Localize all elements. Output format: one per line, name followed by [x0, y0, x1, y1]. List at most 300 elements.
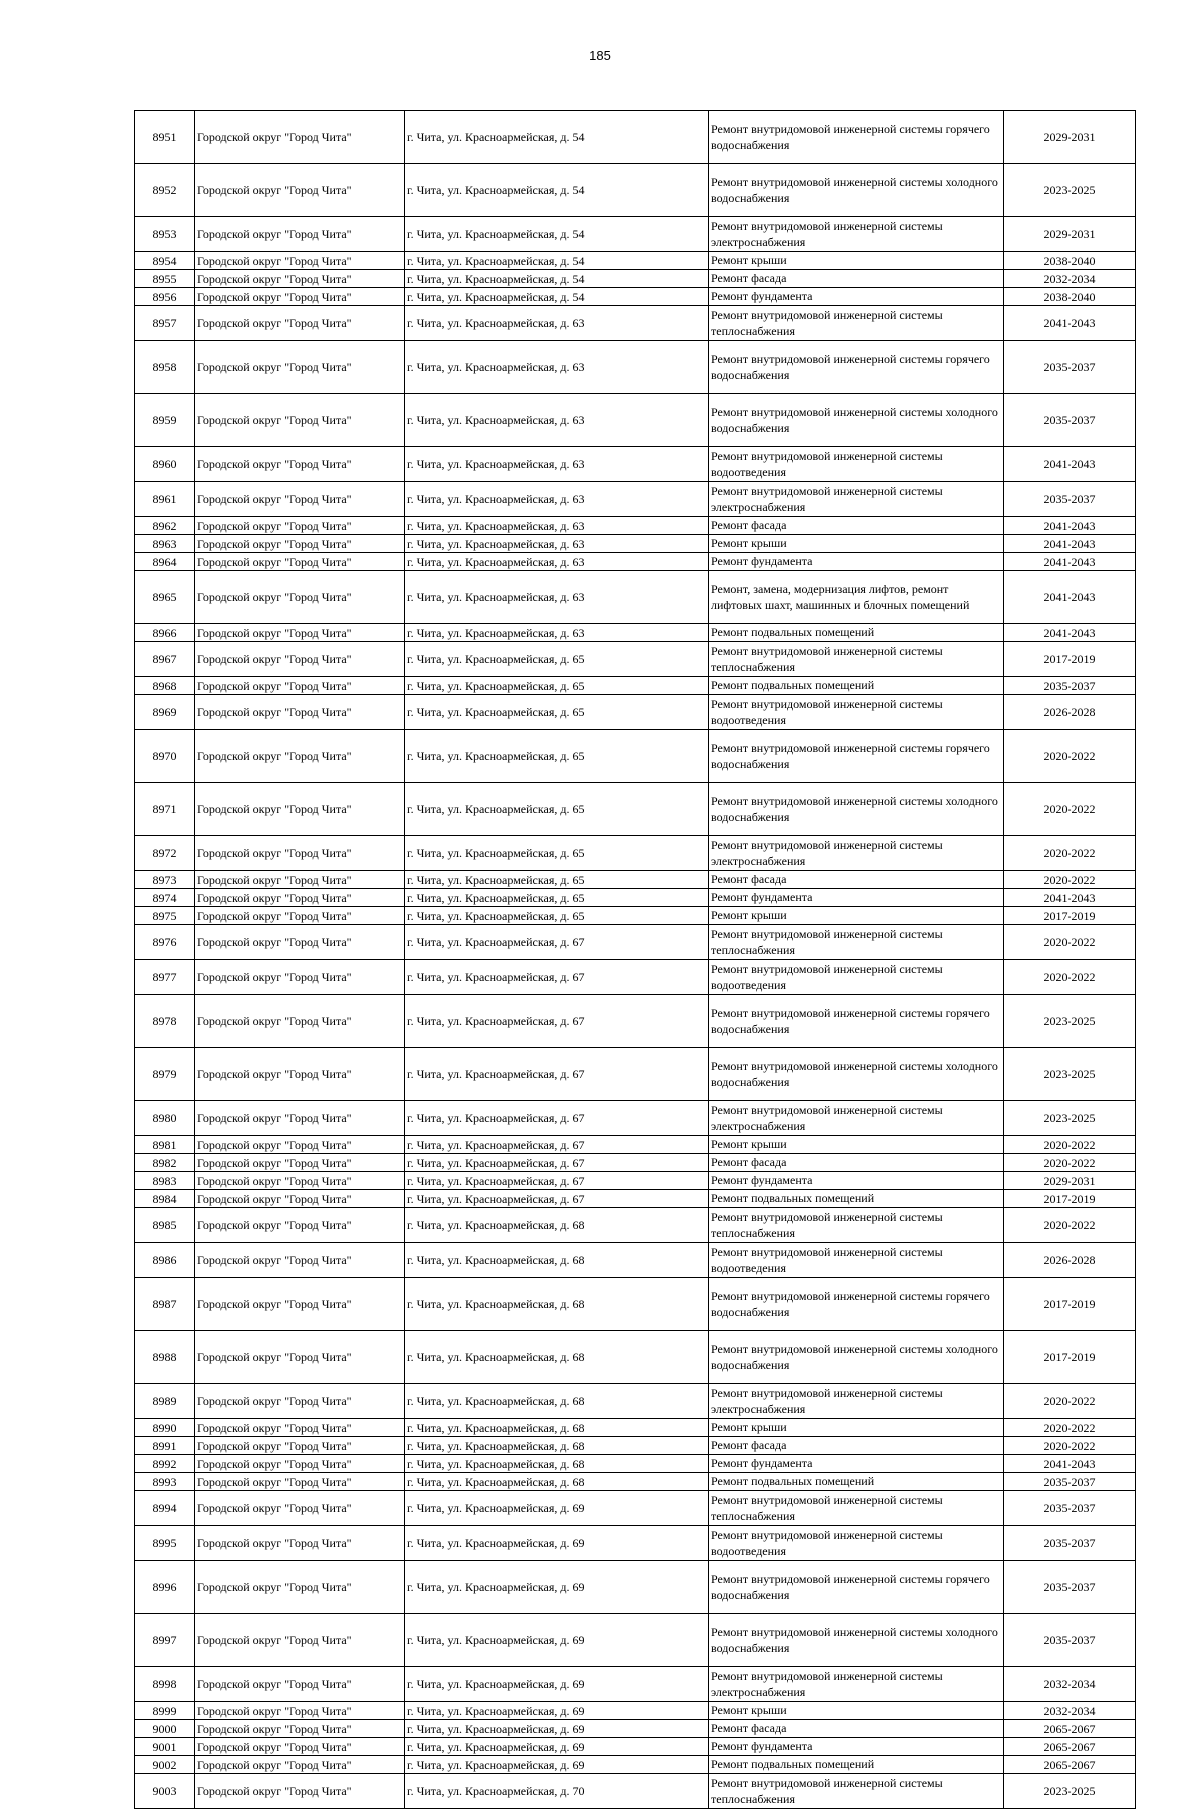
work-type-cell: Ремонт фасада: [709, 517, 1004, 535]
work-type-cell: Ремонт, замена, модернизация лифтов, ремонт лифтовых шахт, машинных и блочных помещений: [709, 571, 1004, 624]
row-number-cell: 8995: [135, 1526, 195, 1561]
table-body: [135, 111, 1136, 1809]
table-row: [135, 306, 1136, 341]
work-type-cell: Ремонт фундамента: [709, 1172, 1004, 1190]
municipality-cell: Городской округ "Город Чита": [195, 730, 405, 783]
address-cell: г. Чита, ул. Красноармейская, д. 69: [405, 1738, 709, 1756]
row-number-cell: 9003: [135, 1774, 195, 1809]
work-type-cell: Ремонт внутридомовой инженерной системы горячего водоснабжения: [709, 730, 1004, 783]
work-type-cell: Ремонт фасада: [709, 1437, 1004, 1455]
table-row: [135, 1702, 1136, 1720]
row-number-cell: 8978: [135, 995, 195, 1048]
work-type-cell: Ремонт внутридомовой инженерной системы холодного водоснабжения: [709, 783, 1004, 836]
row-number-cell: 8955: [135, 270, 195, 288]
work-type-cell: Ремонт внутридомовой инженерной системы холодного водоснабжения: [709, 394, 1004, 447]
period-cell: 2032-2034: [1004, 1702, 1136, 1720]
table-row: [135, 535, 1136, 553]
address-cell: г. Чита, ул. Красноармейская, д. 65: [405, 907, 709, 925]
table-row: [135, 1561, 1136, 1614]
municipality-cell: Городской округ "Город Чита": [195, 535, 405, 553]
table-row: [135, 1738, 1136, 1756]
row-number-cell: 8966: [135, 624, 195, 642]
municipality-cell: Городской округ "Город Чита": [195, 517, 405, 535]
period-cell: 2026-2028: [1004, 1243, 1136, 1278]
period-cell: 2017-2019: [1004, 1190, 1136, 1208]
work-type-cell: Ремонт внутридомовой инженерной системы холодного водоснабжения: [709, 1048, 1004, 1101]
row-number-cell: 8973: [135, 871, 195, 889]
row-number-cell: 9001: [135, 1738, 195, 1756]
period-cell: 2020-2022: [1004, 1136, 1136, 1154]
address-cell: г. Чита, ул. Красноармейская, д. 68: [405, 1331, 709, 1384]
address-cell: г. Чита, ул. Красноармейская, д. 67: [405, 1154, 709, 1172]
period-cell: 2029-2031: [1004, 111, 1136, 164]
work-type-cell: Ремонт фасада: [709, 1720, 1004, 1738]
address-cell: г. Чита, ул. Красноармейская, д. 69: [405, 1614, 709, 1667]
table-row: [135, 1172, 1136, 1190]
period-cell: 2029-2031: [1004, 1172, 1136, 1190]
row-number-cell: 9000: [135, 1720, 195, 1738]
municipality-cell: Городской округ "Город Чита": [195, 482, 405, 517]
row-number-cell: 8991: [135, 1437, 195, 1455]
work-type-cell: Ремонт внутридомовой инженерной системы электроснабжения: [709, 217, 1004, 252]
table-row: [135, 1419, 1136, 1437]
work-type-cell: Ремонт внутридомовой инженерной системы горячего водоснабжения: [709, 341, 1004, 394]
row-number-cell: 8996: [135, 1561, 195, 1614]
address-cell: г. Чита, ул. Красноармейская, д. 69: [405, 1526, 709, 1561]
table-row: [135, 1208, 1136, 1243]
table-row: [135, 642, 1136, 677]
work-type-cell: Ремонт внутридомовой инженерной системы холодного водоснабжения: [709, 1614, 1004, 1667]
table-row: [135, 270, 1136, 288]
period-cell: 2041-2043: [1004, 1455, 1136, 1473]
work-type-cell: Ремонт фасада: [709, 871, 1004, 889]
period-cell: 2041-2043: [1004, 306, 1136, 341]
work-type-cell: Ремонт крыши: [709, 535, 1004, 553]
period-cell: 2017-2019: [1004, 1278, 1136, 1331]
period-cell: 2035-2037: [1004, 1491, 1136, 1526]
address-cell: г. Чита, ул. Красноармейская, д. 68: [405, 1208, 709, 1243]
period-cell: 2020-2022: [1004, 836, 1136, 871]
table-row: [135, 1136, 1136, 1154]
row-number-cell: 8967: [135, 642, 195, 677]
municipality-cell: Городской округ "Город Чита": [195, 907, 405, 925]
address-cell: г. Чита, ул. Красноармейская, д. 63: [405, 482, 709, 517]
municipality-cell: Городской округ "Город Чита": [195, 252, 405, 270]
municipality-cell: Городской округ "Город Чита": [195, 1473, 405, 1491]
period-cell: 2041-2043: [1004, 447, 1136, 482]
row-number-cell: 8962: [135, 517, 195, 535]
row-number-cell: 8987: [135, 1278, 195, 1331]
row-number-cell: 8992: [135, 1455, 195, 1473]
table-row: [135, 252, 1136, 270]
address-cell: г. Чита, ул. Красноармейская, д. 68: [405, 1473, 709, 1491]
row-number-cell: 8965: [135, 571, 195, 624]
row-number-cell: 9002: [135, 1756, 195, 1774]
address-cell: г. Чита, ул. Красноармейская, д. 67: [405, 1136, 709, 1154]
table-row: [135, 111, 1136, 164]
address-cell: г. Чита, ул. Красноармейская, д. 63: [405, 341, 709, 394]
municipality-cell: Городской округ "Город Чита": [195, 217, 405, 252]
municipality-cell: Городской округ "Город Чита": [195, 1756, 405, 1774]
row-number-cell: 8994: [135, 1491, 195, 1526]
period-cell: 2032-2034: [1004, 1667, 1136, 1702]
address-cell: г. Чита, ул. Красноармейская, д. 65: [405, 677, 709, 695]
municipality-cell: Городской округ "Город Чита": [195, 341, 405, 394]
address-cell: г. Чита, ул. Красноармейская, д. 67: [405, 925, 709, 960]
table-row: [135, 1243, 1136, 1278]
address-cell: г. Чита, ул. Красноармейская, д. 65: [405, 836, 709, 871]
period-cell: 2035-2037: [1004, 1526, 1136, 1561]
work-type-cell: Ремонт внутридомовой инженерной системы теплоснабжения: [709, 925, 1004, 960]
row-number-cell: 8970: [135, 730, 195, 783]
work-type-cell: Ремонт фундамента: [709, 1455, 1004, 1473]
address-cell: г. Чита, ул. Красноармейская, д. 65: [405, 783, 709, 836]
table-row: [135, 925, 1136, 960]
work-type-cell: Ремонт внутридомовой инженерной системы электроснабжения: [709, 1384, 1004, 1419]
row-number-cell: 8985: [135, 1208, 195, 1243]
work-type-cell: Ремонт подвальных помещений: [709, 1190, 1004, 1208]
municipality-cell: Городской округ "Город Чита": [195, 695, 405, 730]
work-type-cell: Ремонт внутридомовой инженерной системы теплоснабжения: [709, 306, 1004, 341]
work-type-cell: Ремонт внутридомовой инженерной системы водоотведения: [709, 447, 1004, 482]
period-cell: 2020-2022: [1004, 783, 1136, 836]
row-number-cell: 8999: [135, 1702, 195, 1720]
period-cell: 2017-2019: [1004, 907, 1136, 925]
work-type-cell: Ремонт подвальных помещений: [709, 677, 1004, 695]
row-number-cell: 8997: [135, 1614, 195, 1667]
work-type-cell: Ремонт крыши: [709, 252, 1004, 270]
address-cell: г. Чита, ул. Красноармейская, д. 67: [405, 1172, 709, 1190]
municipality-cell: Городской округ "Город Чита": [195, 111, 405, 164]
municipality-cell: Городской округ "Город Чита": [195, 995, 405, 1048]
row-number-cell: 8957: [135, 306, 195, 341]
table-row: [135, 871, 1136, 889]
period-cell: 2017-2019: [1004, 642, 1136, 677]
work-type-cell: Ремонт внутридомовой инженерной системы теплоснабжения: [709, 1491, 1004, 1526]
work-type-cell: Ремонт внутридомовой инженерной системы горячего водоснабжения: [709, 111, 1004, 164]
work-type-cell: Ремонт внутридомовой инженерной системы водоотведения: [709, 960, 1004, 995]
work-type-cell: Ремонт внутридомовой инженерной системы теплоснабжения: [709, 1208, 1004, 1243]
work-type-cell: Ремонт внутридомовой инженерной системы горячего водоснабжения: [709, 995, 1004, 1048]
municipality-cell: Городской округ "Город Чита": [195, 1667, 405, 1702]
period-cell: 2035-2037: [1004, 1561, 1136, 1614]
municipality-cell: Городской округ "Город Чита": [195, 288, 405, 306]
address-cell: г. Чита, ул. Красноармейская, д. 69: [405, 1491, 709, 1526]
municipality-cell: Городской округ "Город Чита": [195, 1278, 405, 1331]
municipality-cell: Городской округ "Город Чита": [195, 1172, 405, 1190]
row-number-cell: 8968: [135, 677, 195, 695]
table-row: [135, 1190, 1136, 1208]
municipality-cell: Городской округ "Город Чита": [195, 1561, 405, 1614]
table-row: [135, 553, 1136, 571]
period-cell: 2065-2067: [1004, 1738, 1136, 1756]
period-cell: 2035-2037: [1004, 677, 1136, 695]
table-row: [135, 907, 1136, 925]
work-type-cell: Ремонт подвальных помещений: [709, 1473, 1004, 1491]
municipality-cell: Городской округ "Город Чита": [195, 1384, 405, 1419]
work-type-cell: Ремонт внутридомовой инженерной системы водоотведения: [709, 695, 1004, 730]
period-cell: 2020-2022: [1004, 1437, 1136, 1455]
row-number-cell: 8974: [135, 889, 195, 907]
work-type-cell: Ремонт внутридомовой инженерной системы электроснабжения: [709, 1667, 1004, 1702]
address-cell: г. Чита, ул. Красноармейская, д. 63: [405, 571, 709, 624]
work-type-cell: Ремонт фасада: [709, 1154, 1004, 1172]
row-number-cell: 8975: [135, 907, 195, 925]
municipality-cell: Городской округ "Город Чита": [195, 1526, 405, 1561]
address-cell: г. Чита, ул. Красноармейская, д. 68: [405, 1419, 709, 1437]
table-row: [135, 1614, 1136, 1667]
municipality-cell: Городской округ "Город Чита": [195, 1243, 405, 1278]
period-cell: 2023-2025: [1004, 1101, 1136, 1136]
address-cell: г. Чита, ул. Красноармейская, д. 68: [405, 1384, 709, 1419]
row-number-cell: 8976: [135, 925, 195, 960]
work-type-cell: Ремонт внутридомовой инженерной системы электроснабжения: [709, 1101, 1004, 1136]
table-row: [135, 1331, 1136, 1384]
table-row: [135, 1154, 1136, 1172]
municipality-cell: Городской округ "Город Чита": [195, 1738, 405, 1756]
row-number-cell: 8964: [135, 553, 195, 571]
period-cell: 2023-2025: [1004, 1048, 1136, 1101]
period-cell: 2035-2037: [1004, 341, 1136, 394]
address-cell: г. Чита, ул. Красноармейская, д. 70: [405, 1774, 709, 1809]
table-row: [135, 482, 1136, 517]
work-type-cell: Ремонт фундамента: [709, 553, 1004, 571]
table-row: [135, 1278, 1136, 1331]
address-cell: г. Чита, ул. Красноармейская, д. 54: [405, 270, 709, 288]
row-number-cell: 8959: [135, 394, 195, 447]
work-type-cell: Ремонт фундамента: [709, 1738, 1004, 1756]
period-cell: 2038-2040: [1004, 288, 1136, 306]
table-row: [135, 288, 1136, 306]
work-type-cell: Ремонт внутридомовой инженерной системы водоотведения: [709, 1526, 1004, 1561]
municipality-cell: Городской округ "Город Чита": [195, 553, 405, 571]
period-cell: 2041-2043: [1004, 517, 1136, 535]
row-number-cell: 8981: [135, 1136, 195, 1154]
row-number-cell: 8961: [135, 482, 195, 517]
row-number-cell: 8979: [135, 1048, 195, 1101]
work-type-cell: Ремонт подвальных помещений: [709, 624, 1004, 642]
row-number-cell: 8998: [135, 1667, 195, 1702]
row-number-cell: 8953: [135, 217, 195, 252]
period-cell: 2023-2025: [1004, 995, 1136, 1048]
period-cell: 2035-2037: [1004, 1614, 1136, 1667]
period-cell: 2065-2067: [1004, 1720, 1136, 1738]
table-row: [135, 1455, 1136, 1473]
address-cell: г. Чита, ул. Красноармейская, д. 67: [405, 1190, 709, 1208]
row-number-cell: 8956: [135, 288, 195, 306]
municipality-cell: Городской округ "Город Чита": [195, 624, 405, 642]
period-cell: 2023-2025: [1004, 164, 1136, 217]
municipality-cell: Городской округ "Город Чита": [195, 1190, 405, 1208]
address-cell: г. Чита, ул. Красноармейская, д. 54: [405, 111, 709, 164]
row-number-cell: 8954: [135, 252, 195, 270]
address-cell: г. Чита, ул. Красноармейская, д. 63: [405, 553, 709, 571]
municipality-cell: Городской округ "Город Чита": [195, 1455, 405, 1473]
work-type-cell: Ремонт внутридомовой инженерной системы холодного водоснабжения: [709, 1331, 1004, 1384]
municipality-cell: Городской округ "Город Чита": [195, 306, 405, 341]
table-row: [135, 836, 1136, 871]
address-cell: г. Чита, ул. Красноармейская, д. 65: [405, 730, 709, 783]
work-type-cell: Ремонт внутридомовой инженерной системы электроснабжения: [709, 482, 1004, 517]
table-row: [135, 1101, 1136, 1136]
work-type-cell: Ремонт крыши: [709, 907, 1004, 925]
work-type-cell: Ремонт фундамента: [709, 288, 1004, 306]
municipality-cell: Городской округ "Город Чита": [195, 1208, 405, 1243]
municipality-cell: Городской округ "Город Чита": [195, 1614, 405, 1667]
address-cell: г. Чита, ул. Красноармейская, д. 68: [405, 1455, 709, 1473]
municipality-cell: Городской округ "Город Чита": [195, 1154, 405, 1172]
row-number-cell: 8983: [135, 1172, 195, 1190]
row-number-cell: 8990: [135, 1419, 195, 1437]
table-row: [135, 217, 1136, 252]
period-cell: 2035-2037: [1004, 394, 1136, 447]
period-cell: 2065-2067: [1004, 1756, 1136, 1774]
period-cell: 2020-2022: [1004, 730, 1136, 783]
row-number-cell: 8988: [135, 1331, 195, 1384]
address-cell: г. Чита, ул. Красноармейская, д. 63: [405, 394, 709, 447]
municipality-cell: Городской округ "Город Чита": [195, 1331, 405, 1384]
address-cell: г. Чита, ул. Красноармейская, д. 69: [405, 1756, 709, 1774]
row-number-cell: 8984: [135, 1190, 195, 1208]
table-row: [135, 1437, 1136, 1455]
work-type-cell: Ремонт внутридомовой инженерной системы холодного водоснабжения: [709, 164, 1004, 217]
municipality-cell: Городской округ "Город Чита": [195, 270, 405, 288]
address-cell: г. Чита, ул. Красноармейская, д. 65: [405, 889, 709, 907]
table-row: [135, 341, 1136, 394]
municipality-cell: Городской округ "Город Чита": [195, 1437, 405, 1455]
municipality-cell: Городской округ "Город Чита": [195, 1774, 405, 1809]
municipality-cell: Городской округ "Город Чита": [195, 1720, 405, 1738]
table-row: [135, 447, 1136, 482]
row-number-cell: 8951: [135, 111, 195, 164]
address-cell: г. Чита, ул. Красноармейская, д. 65: [405, 695, 709, 730]
table-row: [135, 995, 1136, 1048]
table-row: [135, 517, 1136, 535]
work-type-cell: Ремонт фундамента: [709, 889, 1004, 907]
period-cell: 2026-2028: [1004, 695, 1136, 730]
row-number-cell: 8971: [135, 783, 195, 836]
work-type-cell: Ремонт крыши: [709, 1419, 1004, 1437]
row-number-cell: 8977: [135, 960, 195, 995]
table-row: [135, 1667, 1136, 1702]
work-type-cell: Ремонт внутридомовой инженерной системы теплоснабжения: [709, 642, 1004, 677]
table-row: [135, 1473, 1136, 1491]
table-row: [135, 889, 1136, 907]
municipality-cell: Городской округ "Город Чита": [195, 960, 405, 995]
row-number-cell: 8960: [135, 447, 195, 482]
work-type-cell: Ремонт крыши: [709, 1702, 1004, 1720]
period-cell: 2035-2037: [1004, 1473, 1136, 1491]
table-row: [135, 164, 1136, 217]
row-number-cell: 8980: [135, 1101, 195, 1136]
table-row: [135, 571, 1136, 624]
table-row: [135, 677, 1136, 695]
address-cell: г. Чита, ул. Красноармейская, д. 67: [405, 1048, 709, 1101]
municipality-cell: Городской округ "Город Чита": [195, 1419, 405, 1437]
row-number-cell: 8972: [135, 836, 195, 871]
period-cell: 2041-2043: [1004, 571, 1136, 624]
municipality-cell: Городской округ "Город Чита": [195, 677, 405, 695]
municipality-cell: Городской округ "Город Чита": [195, 889, 405, 907]
page-number: 185: [589, 48, 611, 63]
work-type-cell: Ремонт фасада: [709, 270, 1004, 288]
work-type-cell: Ремонт внутридомовой инженерной системы теплоснабжения: [709, 1774, 1004, 1809]
table-row: [135, 624, 1136, 642]
period-cell: 2020-2022: [1004, 1154, 1136, 1172]
period-cell: 2020-2022: [1004, 1384, 1136, 1419]
address-cell: г. Чита, ул. Красноармейская, д. 65: [405, 871, 709, 889]
row-number-cell: 8963: [135, 535, 195, 553]
row-number-cell: 8969: [135, 695, 195, 730]
row-number-cell: 8958: [135, 341, 195, 394]
table-row: [135, 695, 1136, 730]
address-cell: г. Чита, ул. Красноармейская, д. 67: [405, 960, 709, 995]
table-row: [135, 394, 1136, 447]
row-number-cell: 8993: [135, 1473, 195, 1491]
table-row: [135, 1491, 1136, 1526]
address-cell: г. Чита, ул. Красноармейская, д. 69: [405, 1702, 709, 1720]
municipality-cell: Городской округ "Город Чита": [195, 1136, 405, 1154]
municipality-cell: Городской округ "Город Чита": [195, 783, 405, 836]
table-row: [135, 783, 1136, 836]
row-number-cell: 8952: [135, 164, 195, 217]
address-cell: г. Чита, ул. Красноармейская, д. 68: [405, 1437, 709, 1455]
municipality-cell: Городской округ "Город Чита": [195, 642, 405, 677]
period-cell: 2035-2037: [1004, 482, 1136, 517]
period-cell: 2020-2022: [1004, 960, 1136, 995]
address-cell: г. Чита, ул. Красноармейская, д. 63: [405, 306, 709, 341]
municipality-cell: Городской округ "Город Чита": [195, 1702, 405, 1720]
table-row: [135, 1756, 1136, 1774]
municipality-cell: Городской округ "Город Чита": [195, 836, 405, 871]
table-row: [135, 1048, 1136, 1101]
table-row: [135, 1774, 1136, 1809]
period-cell: 2041-2043: [1004, 535, 1136, 553]
address-cell: г. Чита, ул. Красноармейская, д. 68: [405, 1243, 709, 1278]
address-cell: г. Чита, ул. Красноармейская, д. 69: [405, 1667, 709, 1702]
address-cell: г. Чита, ул. Красноармейская, д. 63: [405, 447, 709, 482]
period-cell: 2041-2043: [1004, 889, 1136, 907]
address-cell: г. Чита, ул. Красноармейская, д. 54: [405, 217, 709, 252]
period-cell: 2020-2022: [1004, 925, 1136, 960]
row-number-cell: 8989: [135, 1384, 195, 1419]
address-cell: г. Чита, ул. Красноармейская, д. 67: [405, 995, 709, 1048]
period-cell: 2023-2025: [1004, 1774, 1136, 1809]
work-type-cell: Ремонт внутридомовой инженерной системы электроснабжения: [709, 836, 1004, 871]
table-row: [135, 1720, 1136, 1738]
municipality-cell: Городской округ "Город Чита": [195, 164, 405, 217]
period-cell: 2020-2022: [1004, 871, 1136, 889]
repair-schedule-table: [134, 110, 1136, 1809]
table-row: [135, 960, 1136, 995]
period-cell: 2041-2043: [1004, 553, 1136, 571]
address-cell: г. Чита, ул. Красноармейская, д. 54: [405, 288, 709, 306]
address-cell: г. Чита, ул. Красноармейская, д. 69: [405, 1720, 709, 1738]
municipality-cell: Городской округ "Город Чита": [195, 925, 405, 960]
municipality-cell: Городской округ "Город Чита": [195, 1048, 405, 1101]
address-cell: г. Чита, ул. Красноармейская, д. 69: [405, 1561, 709, 1614]
period-cell: 2020-2022: [1004, 1419, 1136, 1437]
address-cell: г. Чита, ул. Красноармейская, д. 54: [405, 252, 709, 270]
address-cell: г. Чита, ул. Красноармейская, д. 65: [405, 642, 709, 677]
municipality-cell: Городской округ "Город Чита": [195, 571, 405, 624]
municipality-cell: Городской округ "Город Чита": [195, 1101, 405, 1136]
address-cell: г. Чита, ул. Красноармейская, д. 54: [405, 164, 709, 217]
address-cell: г. Чита, ул. Красноармейская, д. 63: [405, 535, 709, 553]
work-type-cell: Ремонт внутридомовой инженерной системы водоотведения: [709, 1243, 1004, 1278]
address-cell: г. Чита, ул. Красноармейская, д. 63: [405, 624, 709, 642]
address-cell: г. Чита, ул. Красноармейская, д. 68: [405, 1278, 709, 1331]
